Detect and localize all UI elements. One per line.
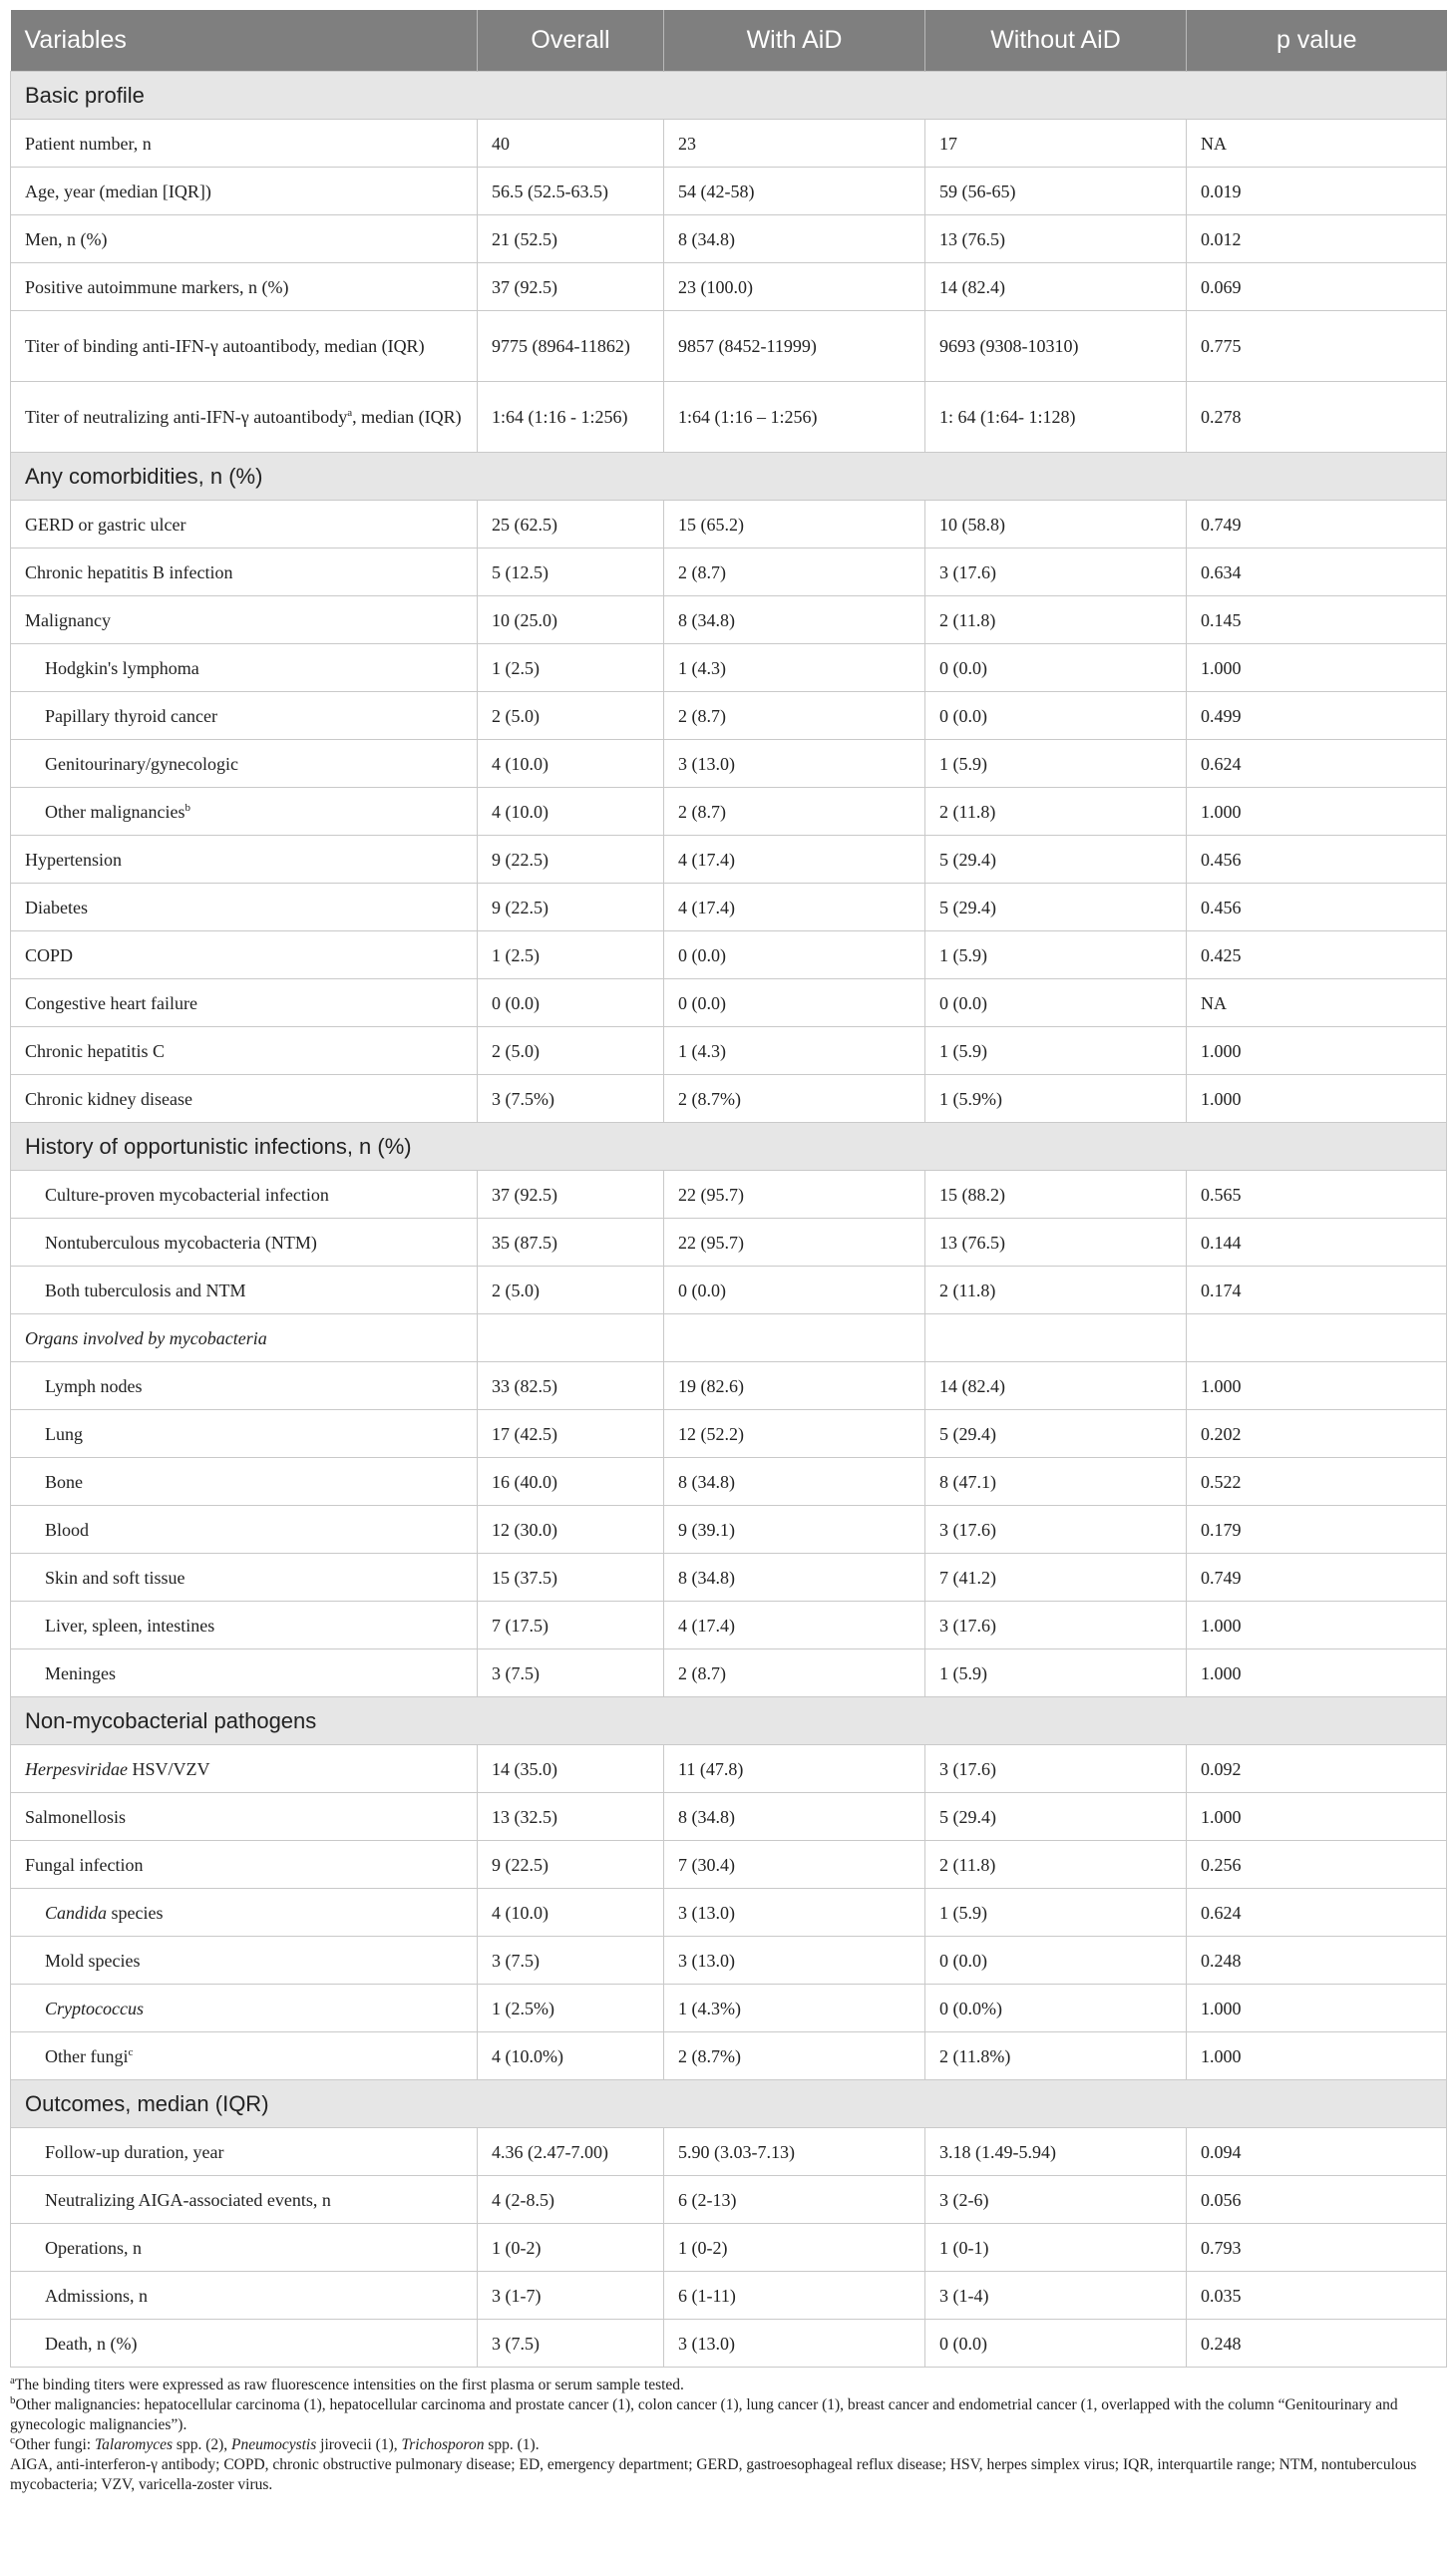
table-row (11, 1889, 1447, 1937)
cell-without-aid: 3 (1-4) (925, 2272, 1187, 2320)
row-label: Mold species (11, 1937, 478, 1985)
cell-overall: 37 (92.5) (478, 1171, 664, 1219)
row-label: Operations, n (11, 2224, 478, 2272)
row-label: Diabetes (11, 884, 478, 931)
cell-p-value: 0.499 (1187, 692, 1447, 740)
cell-overall: 9 (22.5) (478, 884, 664, 931)
row-label: Herpesviridae HSV/VZV (11, 1745, 478, 1793)
cell-overall: 2 (5.0) (478, 1267, 664, 1314)
row-label: COPD (11, 931, 478, 979)
header-with-aid: With AiD (664, 10, 925, 72)
section-row (11, 1123, 1447, 1171)
header-without-aid: Without AiD (925, 10, 1187, 72)
cell-overall: 3 (7.5) (478, 1937, 664, 1985)
cell-p-value: 0.749 (1187, 501, 1447, 549)
cell-p-value: 0.624 (1187, 740, 1447, 788)
row-label: Liver, spleen, intestines (11, 1602, 478, 1649)
cell-without-aid: 0 (0.0) (925, 644, 1187, 692)
row-label: Nontuberculous mycobacteria (NTM) (11, 1219, 478, 1267)
table-row (11, 1267, 1447, 1314)
cell-overall: 35 (87.5) (478, 1219, 664, 1267)
cell-overall: 56.5 (52.5-63.5) (478, 168, 664, 215)
cell-without-aid: 10 (58.8) (925, 501, 1187, 549)
cell-without-aid: 1 (0-1) (925, 2224, 1187, 2272)
row-label: Chronic hepatitis B infection (11, 549, 478, 596)
cell-with-aid: 8 (34.8) (664, 596, 925, 644)
cell-with-aid: 23 (664, 120, 925, 168)
cell-without-aid: 2 (11.8) (925, 1841, 1187, 1889)
cell-without-aid (925, 1314, 1187, 1362)
cell-overall: 1:64 (1:16 - 1:256) (478, 382, 664, 453)
cell-with-aid: 7 (30.4) (664, 1841, 925, 1889)
row-label: Neutralizing AIGA-associated events, n (11, 2176, 478, 2224)
cell-without-aid: 3 (17.6) (925, 1506, 1187, 1554)
section-title: Any comorbidities, n (%) (11, 453, 1447, 501)
cell-without-aid: 1 (5.9%) (925, 1075, 1187, 1123)
cell-with-aid: 2 (8.7%) (664, 2032, 925, 2080)
row-label: Hypertension (11, 836, 478, 884)
cell-with-aid: 22 (95.7) (664, 1171, 925, 1219)
section-row (11, 453, 1447, 501)
cell-without-aid: 0 (0.0) (925, 1937, 1187, 1985)
cell-overall (478, 1314, 664, 1362)
section-title: Basic profile (11, 72, 1447, 120)
table-row (11, 168, 1447, 215)
table-row (11, 788, 1447, 836)
cell-p-value: NA (1187, 979, 1447, 1027)
cell-without-aid: 14 (82.4) (925, 1362, 1187, 1410)
cell-p-value (1187, 1314, 1447, 1362)
cell-with-aid: 1 (4.3) (664, 644, 925, 692)
cell-without-aid: 0 (0.0%) (925, 1985, 1187, 2032)
cell-with-aid: 0 (0.0) (664, 931, 925, 979)
cell-without-aid: 1 (5.9) (925, 1649, 1187, 1697)
footnote-b: $^b$Other malignancies: hepatocellular carcinoma (1), hepatocellular carcinoma and prostate cancer (1), colon cancer (1), lung cancer (1), breast cancer and endometrial cancer (1, overlapped with the column “Genitourinary and gynecologic malignancies”). (10, 2393, 1398, 2433)
table-container (10, 10, 1446, 2495)
cell-p-value: 0.069 (1187, 263, 1447, 311)
cell-p-value: 1.000 (1187, 1362, 1447, 1410)
cell-overall: 3 (7.5%) (478, 1075, 664, 1123)
cell-with-aid: 3 (13.0) (664, 1937, 925, 1985)
cell-overall: 1 (2.5) (478, 931, 664, 979)
cell-with-aid: 8 (34.8) (664, 1793, 925, 1841)
cell-with-aid: 3 (13.0) (664, 1889, 925, 1937)
cell-overall: 16 (40.0) (478, 1458, 664, 1506)
table-row (11, 1362, 1447, 1410)
row-label: Candida species (11, 1889, 478, 1937)
cell-with-aid: 19 (82.6) (664, 1362, 925, 1410)
row-label: Genitourinary/gynecologic (11, 740, 478, 788)
table-row (11, 1458, 1447, 1506)
table-row (11, 1410, 1447, 1458)
footnotes (10, 2376, 1446, 2495)
cell-with-aid: 6 (2-13) (664, 2176, 925, 2224)
row-label: Culture-proven mycobacterial infection (11, 1171, 478, 1219)
cell-p-value: 0.278 (1187, 382, 1447, 453)
cell-without-aid: 17 (925, 120, 1187, 168)
cell-p-value: 0.019 (1187, 168, 1447, 215)
cell-with-aid: 4 (17.4) (664, 836, 925, 884)
cell-p-value: 0.174 (1187, 1267, 1447, 1314)
cell-without-aid: 1 (5.9) (925, 931, 1187, 979)
cell-overall: 21 (52.5) (478, 215, 664, 263)
row-label: Congestive heart failure (11, 979, 478, 1027)
cell-with-aid: 4 (17.4) (664, 884, 925, 931)
cell-overall: 3 (1-7) (478, 2272, 664, 2320)
cell-with-aid: 2 (8.7) (664, 1649, 925, 1697)
cell-with-aid: 12 (52.2) (664, 1410, 925, 1458)
cell-with-aid: 1:64 (1:16 – 1:256) (664, 382, 925, 453)
cell-p-value: NA (1187, 120, 1447, 168)
cell-p-value: 1.000 (1187, 2032, 1447, 2080)
row-label: Organs involved by mycobacteria (11, 1314, 478, 1362)
cell-p-value: 0.248 (1187, 1937, 1447, 1985)
cell-p-value: 1.000 (1187, 644, 1447, 692)
cell-p-value: 1.000 (1187, 1027, 1447, 1075)
cell-with-aid: 22 (95.7) (664, 1219, 925, 1267)
cell-without-aid: 1: 64 (1:64- 1:128) (925, 382, 1187, 453)
cell-without-aid: 3 (2-6) (925, 2176, 1187, 2224)
row-label: GERD or gastric ulcer (11, 501, 478, 549)
row-label: Meninges (11, 1649, 478, 1697)
table-row (11, 2032, 1447, 2080)
cell-without-aid: 15 (88.2) (925, 1171, 1187, 1219)
cell-with-aid: 8 (34.8) (664, 215, 925, 263)
cell-overall: 2 (5.0) (478, 692, 664, 740)
cell-with-aid: 0 (0.0) (664, 1267, 925, 1314)
cell-without-aid: 1 (5.9) (925, 740, 1187, 788)
row-label: Papillary thyroid cancer (11, 692, 478, 740)
cell-without-aid: 59 (56-65) (925, 168, 1187, 215)
cell-without-aid: 14 (82.4) (925, 263, 1187, 311)
footnote-c: $^c$Other fungi: Talaromyces spp. (2), Pneumocystis jirovecii (1), Trichosporon spp. (1). (10, 2433, 540, 2453)
cell-with-aid: 4 (17.4) (664, 1602, 925, 1649)
cell-overall: 14 (35.0) (478, 1745, 664, 1793)
cell-p-value: 1.000 (1187, 788, 1447, 836)
cell-with-aid: 6 (1-11) (664, 2272, 925, 2320)
row-label: Both tuberculosis and NTM (11, 1267, 478, 1314)
cell-p-value: 0.144 (1187, 1219, 1447, 1267)
table-row (11, 2272, 1447, 2320)
cell-without-aid: 1 (5.9) (925, 1889, 1187, 1937)
cell-without-aid: 5 (29.4) (925, 1410, 1187, 1458)
cell-p-value: 0.793 (1187, 2224, 1447, 2272)
table-row (11, 2320, 1447, 2368)
cell-overall: 1 (2.5) (478, 644, 664, 692)
cell-overall: 13 (32.5) (478, 1793, 664, 1841)
row-label: Hodgkin's lymphoma (11, 644, 478, 692)
cell-with-aid: 8 (34.8) (664, 1458, 925, 1506)
row-label: Chronic hepatitis C (11, 1027, 478, 1075)
table-row (11, 1027, 1447, 1075)
cell-without-aid: 3 (17.6) (925, 549, 1187, 596)
data-table (10, 10, 1447, 2368)
table-row (11, 1793, 1447, 1841)
cell-overall: 5 (12.5) (478, 549, 664, 596)
cell-p-value: 0.749 (1187, 1554, 1447, 1602)
cell-with-aid: 9857 (8452-11999) (664, 311, 925, 382)
cell-without-aid: 2 (11.8) (925, 596, 1187, 644)
cell-without-aid: 2 (11.8%) (925, 2032, 1187, 2080)
cell-p-value: 0.565 (1187, 1171, 1447, 1219)
cell-with-aid: 1 (4.3%) (664, 1985, 925, 2032)
cell-overall: 4.36 (2.47-7.00) (478, 2128, 664, 2176)
table-row (11, 1602, 1447, 1649)
table-row (11, 1506, 1447, 1554)
cell-overall: 4 (10.0) (478, 788, 664, 836)
cell-overall: 40 (478, 120, 664, 168)
section-title: Non-mycobacterial pathogens (11, 1697, 1447, 1745)
table-row (11, 1985, 1447, 2032)
cell-with-aid: 5.90 (3.03-7.13) (664, 2128, 925, 2176)
table-row (11, 501, 1447, 549)
cell-overall: 25 (62.5) (478, 501, 664, 549)
cell-without-aid: 3 (17.6) (925, 1602, 1187, 1649)
table-row (11, 2176, 1447, 2224)
footnote-a: $^a$The binding titers were expressed as raw fluorescence intensities on the first plasma or serum sample tested. (10, 2374, 684, 2393)
cell-overall: 33 (82.5) (478, 1362, 664, 1410)
cell-without-aid: 3 (17.6) (925, 1745, 1187, 1793)
table-row (11, 931, 1447, 979)
cell-p-value: 0.012 (1187, 215, 1447, 263)
row-label: Lymph nodes (11, 1362, 478, 1410)
header-variables: Variables (11, 10, 478, 72)
cell-with-aid: 2 (8.7%) (664, 1075, 925, 1123)
table-row (11, 1649, 1447, 1697)
section-title: Outcomes, median (IQR) (11, 2080, 1447, 2128)
cell-without-aid: 13 (76.5) (925, 215, 1187, 263)
cell-overall: 15 (37.5) (478, 1554, 664, 1602)
cell-with-aid: 8 (34.8) (664, 1554, 925, 1602)
cell-overall: 1 (0-2) (478, 2224, 664, 2272)
row-label: Cryptococcus (11, 1985, 478, 2032)
cell-without-aid: 3.18 (1.49-5.94) (925, 2128, 1187, 2176)
row-label: Death, n (%) (11, 2320, 478, 2368)
cell-without-aid: 5 (29.4) (925, 836, 1187, 884)
cell-p-value: 0.624 (1187, 1889, 1447, 1937)
table-row (11, 549, 1447, 596)
cell-p-value: 1.000 (1187, 1793, 1447, 1841)
table-row (11, 836, 1447, 884)
row-label: Skin and soft tissue (11, 1554, 478, 1602)
cell-overall: 4 (10.0%) (478, 2032, 664, 2080)
row-label: Lung (11, 1410, 478, 1458)
table-row (11, 1219, 1447, 1267)
table-row (11, 215, 1447, 263)
cell-overall: 1 (2.5%) (478, 1985, 664, 2032)
cell-with-aid: 3 (13.0) (664, 2320, 925, 2368)
row-label: Patient number, n (11, 120, 478, 168)
cell-without-aid: 7 (41.2) (925, 1554, 1187, 1602)
row-label: Titer of neutralizing anti-IFN-γ autoantibody$^a$, median (IQR) (11, 382, 478, 453)
cell-with-aid: 2 (8.7) (664, 549, 925, 596)
table-body (11, 72, 1447, 2368)
row-label: Other fungi$^c$ (11, 2032, 478, 2080)
row-label: Bone (11, 1458, 478, 1506)
cell-with-aid: 15 (65.2) (664, 501, 925, 549)
table-row (11, 692, 1447, 740)
table-row (11, 740, 1447, 788)
cell-p-value: 0.092 (1187, 1745, 1447, 1793)
cell-overall: 7 (17.5) (478, 1602, 664, 1649)
cell-overall: 2 (5.0) (478, 1027, 664, 1075)
cell-p-value: 0.425 (1187, 931, 1447, 979)
cell-overall: 3 (7.5) (478, 1649, 664, 1697)
row-label: Other malignancies$^b$ (11, 788, 478, 836)
table-row (11, 2224, 1447, 2272)
cell-with-aid: 2 (8.7) (664, 692, 925, 740)
cell-p-value: 0.056 (1187, 2176, 1447, 2224)
cell-with-aid: 3 (13.0) (664, 740, 925, 788)
cell-with-aid (664, 1314, 925, 1362)
cell-overall: 3 (7.5) (478, 2320, 664, 2368)
table-row (11, 979, 1447, 1027)
row-label: Men, n (%) (11, 215, 478, 263)
table-row (11, 596, 1447, 644)
cell-with-aid: 2 (8.7) (664, 788, 925, 836)
cell-without-aid: 2 (11.8) (925, 788, 1187, 836)
cell-overall: 37 (92.5) (478, 263, 664, 311)
row-label: Admissions, n (11, 2272, 478, 2320)
table-row (11, 2128, 1447, 2176)
cell-p-value: 0.094 (1187, 2128, 1447, 2176)
cell-p-value: 0.035 (1187, 2272, 1447, 2320)
cell-without-aid: 8 (47.1) (925, 1458, 1187, 1506)
table-row (11, 382, 1447, 453)
cell-p-value: 1.000 (1187, 1602, 1447, 1649)
cell-p-value: 0.248 (1187, 2320, 1447, 2368)
cell-overall: 12 (30.0) (478, 1506, 664, 1554)
table-row (11, 1314, 1447, 1362)
row-label: Blood (11, 1506, 478, 1554)
footnote-abbreviations: AIGA, anti-interferon-γ antibody; COPD, chronic obstructive pulmonary disease; ED, emergency department; GERD, gastroesophageal reflux disease; HSV, herpes simplex virus; IQR, interquartile range; NTM, nontuberculous mycobacteria; VZV, varicella-zoster virus. (10, 2456, 1417, 2493)
cell-overall: 17 (42.5) (478, 1410, 664, 1458)
cell-overall: 10 (25.0) (478, 596, 664, 644)
row-label: Malignancy (11, 596, 478, 644)
cell-p-value: 0.179 (1187, 1506, 1447, 1554)
table-row (11, 884, 1447, 931)
row-label: Fungal infection (11, 1841, 478, 1889)
cell-without-aid: 0 (0.0) (925, 979, 1187, 1027)
cell-p-value: 0.256 (1187, 1841, 1447, 1889)
cell-overall: 9 (22.5) (478, 836, 664, 884)
cell-overall: 9775 (8964-11862) (478, 311, 664, 382)
cell-with-aid: 1 (4.3) (664, 1027, 925, 1075)
cell-with-aid: 9 (39.1) (664, 1506, 925, 1554)
cell-with-aid: 54 (42-58) (664, 168, 925, 215)
section-row (11, 72, 1447, 120)
cell-without-aid: 0 (0.0) (925, 2320, 1187, 2368)
table-row (11, 263, 1447, 311)
row-label: Chronic kidney disease (11, 1075, 478, 1123)
section-title: History of opportunistic infections, n (%) (11, 1123, 1447, 1171)
cell-p-value: 0.775 (1187, 311, 1447, 382)
cell-overall: 4 (10.0) (478, 1889, 664, 1937)
cell-with-aid: 11 (47.8) (664, 1745, 925, 1793)
header-p-value: p value (1187, 10, 1447, 72)
cell-p-value: 1.000 (1187, 1075, 1447, 1123)
row-label: Titer of binding anti-IFN-γ autoantibody, median (IQR) (11, 311, 478, 382)
table-row (11, 120, 1447, 168)
cell-p-value: 1.000 (1187, 1649, 1447, 1697)
table-row (11, 1171, 1447, 1219)
cell-p-value: 0.634 (1187, 549, 1447, 596)
cell-overall: 9 (22.5) (478, 1841, 664, 1889)
table-row (11, 1075, 1447, 1123)
table-row (11, 1554, 1447, 1602)
cell-with-aid: 23 (100.0) (664, 263, 925, 311)
cell-overall: 4 (2-8.5) (478, 2176, 664, 2224)
table-row (11, 1745, 1447, 1793)
cell-overall: 0 (0.0) (478, 979, 664, 1027)
cell-p-value: 0.145 (1187, 596, 1447, 644)
table-row (11, 644, 1447, 692)
row-label: Age, year (median [IQR]) (11, 168, 478, 215)
cell-p-value: 0.522 (1187, 1458, 1447, 1506)
cell-without-aid: 13 (76.5) (925, 1219, 1187, 1267)
cell-p-value: 1.000 (1187, 1985, 1447, 2032)
header-row (11, 10, 1447, 72)
table-row (11, 1841, 1447, 1889)
section-row (11, 2080, 1447, 2128)
row-label: Follow-up duration, year (11, 2128, 478, 2176)
cell-without-aid: 2 (11.8) (925, 1267, 1187, 1314)
cell-p-value: 0.202 (1187, 1410, 1447, 1458)
header-overall: Overall (478, 10, 664, 72)
cell-overall: 4 (10.0) (478, 740, 664, 788)
cell-p-value: 0.456 (1187, 836, 1447, 884)
row-label: Positive autoimmune markers, n (%) (11, 263, 478, 311)
cell-with-aid: 1 (0-2) (664, 2224, 925, 2272)
section-row (11, 1697, 1447, 1745)
table-row (11, 1937, 1447, 1985)
table-row (11, 311, 1447, 382)
cell-without-aid: 0 (0.0) (925, 692, 1187, 740)
cell-with-aid: 0 (0.0) (664, 979, 925, 1027)
cell-without-aid: 9693 (9308-10310) (925, 311, 1187, 382)
cell-without-aid: 5 (29.4) (925, 1793, 1187, 1841)
row-label: Salmonellosis (11, 1793, 478, 1841)
cell-without-aid: 1 (5.9) (925, 1027, 1187, 1075)
cell-p-value: 0.456 (1187, 884, 1447, 931)
cell-without-aid: 5 (29.4) (925, 884, 1187, 931)
